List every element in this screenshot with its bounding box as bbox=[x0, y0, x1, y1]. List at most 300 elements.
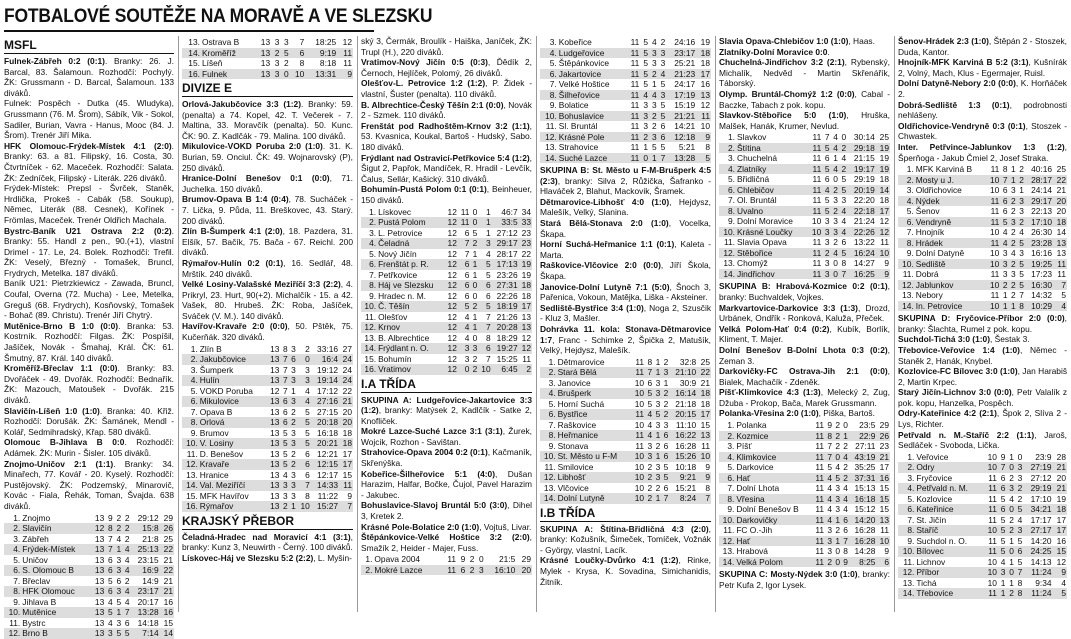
stat-cell: 11 bbox=[815, 525, 825, 536]
stat-cell: 10 bbox=[984, 525, 998, 536]
team-cell: V. Losiny bbox=[199, 438, 267, 449]
stat-cell: 29 bbox=[163, 512, 173, 523]
table-row bbox=[719, 216, 890, 227]
table-row bbox=[361, 207, 532, 218]
team-cell: Darkovice bbox=[736, 462, 774, 473]
stat-cell: 2 bbox=[1008, 259, 1016, 270]
stat-cell: 4 bbox=[108, 617, 113, 628]
stat-cell: 17 bbox=[697, 409, 711, 420]
stat-cell: 5 bbox=[658, 111, 667, 122]
table-row bbox=[719, 420, 890, 431]
team-cell: Vratimov bbox=[377, 364, 445, 375]
stat-cell: 21:26 bbox=[496, 311, 518, 322]
stat-cell: 10 bbox=[984, 462, 998, 473]
team-cell: D. Benešov bbox=[199, 448, 244, 459]
table-row bbox=[540, 58, 711, 69]
stat-cell: 7 bbox=[824, 132, 830, 143]
column-3 bbox=[361, 36, 532, 614]
stat-cell: 12 bbox=[876, 227, 890, 238]
stat-cell: 3 bbox=[824, 258, 830, 269]
team-cell: B. Albrechtice bbox=[378, 332, 430, 343]
stat-cell: 11 bbox=[812, 174, 822, 185]
stat-cell: 8:25 bbox=[849, 557, 876, 568]
stat-cell: 13 bbox=[697, 430, 711, 441]
match-result: Bohumín-Pustá Polom 0:1 (0:1) bbox=[361, 184, 487, 195]
stat-cell: 11 bbox=[460, 206, 470, 217]
team-cell: Dětmarovice bbox=[557, 356, 605, 367]
stat-cell: 1 bbox=[1008, 301, 1016, 312]
rank-cell: 15. bbox=[186, 490, 198, 501]
stat-cell: 2 bbox=[116, 512, 122, 523]
rank-cell: 7. bbox=[907, 514, 915, 525]
stat-cell: 1 bbox=[470, 259, 478, 270]
rank-cell: 11. bbox=[903, 556, 915, 567]
stat-cell: 11 bbox=[808, 164, 822, 175]
table-row bbox=[540, 142, 711, 153]
rank-cell: 5. bbox=[369, 248, 377, 259]
stat-cell: 23:9 bbox=[1035, 451, 1052, 462]
stat-cell: 16 bbox=[1056, 535, 1066, 546]
team-cell: Fryčovice bbox=[916, 472, 953, 483]
match-result: Slavičín-Líšeň 1:0 (1:0) bbox=[4, 405, 100, 416]
table-row bbox=[182, 48, 353, 59]
stat-cell: 3 bbox=[1002, 248, 1008, 259]
rank-cell: 7. bbox=[906, 227, 914, 238]
stat-cell: 2 bbox=[649, 69, 658, 80]
stat-cell: 8 bbox=[843, 546, 848, 557]
stat-cell: 17 bbox=[879, 462, 889, 473]
stat-cell: 15:19 bbox=[674, 100, 696, 110]
stat-cell: 6 bbox=[280, 417, 288, 428]
table-row bbox=[719, 494, 890, 505]
stat-cell: 13 bbox=[91, 565, 105, 576]
table-row bbox=[4, 555, 174, 566]
rank-cell: 6. bbox=[182, 396, 199, 407]
stat-cell: 3 bbox=[478, 238, 491, 249]
team-cell: Kozmice bbox=[735, 431, 812, 442]
stat-cell: 1 bbox=[1000, 577, 1006, 588]
stat-cell: 4 bbox=[122, 544, 130, 555]
table-row bbox=[898, 185, 1067, 196]
stat-cell: 13:31 bbox=[305, 69, 337, 80]
stat-cell: 10 bbox=[989, 248, 1000, 259]
stat-cell: 4 bbox=[835, 462, 840, 473]
match-report: Fulnek-Zábřeh 0:2 (0:1). Branky: 26. J. Barcal, 83. Šalamoun. Rozhodčí: Pochylý. ŽK: Grussmann - D. Barcal, Šalamoun. 133 diváků. bbox=[4, 56, 174, 98]
stat-cell: 15:8 bbox=[131, 523, 160, 534]
team-cell: Příbor bbox=[915, 567, 983, 578]
stat-cell: 7 bbox=[1053, 280, 1067, 291]
stat-cell: 16 bbox=[876, 473, 890, 484]
stat-cell: 1 bbox=[291, 385, 296, 396]
rank-cell: 14. bbox=[361, 343, 377, 354]
stat-cell: 19:25 bbox=[1025, 259, 1053, 270]
stat-cell: 21:18 bbox=[675, 398, 697, 409]
stat-cell: 1 bbox=[833, 153, 838, 164]
match-report: Suchdol-Tichá 3:0 (1:0), Šestak 3. bbox=[898, 334, 1030, 345]
match-result: Dětmarovice-Libhošť 4:0 (1:0) bbox=[540, 196, 670, 207]
match-report: Brumov-Opava B 1:4 (0:4), 78. Sucháček - 7. Lička, 9. Půda, 11. Breškovec, 43. Starý. 200 diváků. bbox=[182, 194, 353, 226]
stat-cell: 29:19 bbox=[853, 174, 875, 185]
stat-cell: 9 bbox=[884, 546, 889, 557]
stat-cell: 29:17 bbox=[492, 238, 519, 249]
stat-cell: 5 bbox=[297, 438, 311, 449]
stat-cell: 0 bbox=[1006, 504, 1014, 515]
stat-cell: 22 bbox=[1053, 175, 1067, 186]
stat-cell: 6 bbox=[478, 343, 491, 354]
rank-cell: 10. bbox=[540, 111, 558, 122]
stat-cell: 13 bbox=[267, 438, 281, 449]
stat-cell: 12:18 bbox=[666, 132, 696, 143]
rank-cell: 10. bbox=[361, 301, 377, 312]
rank-cell: 12. bbox=[540, 132, 558, 143]
stat-cell: 28 bbox=[1056, 451, 1066, 462]
stat-cell: 1 bbox=[651, 79, 657, 89]
stat-cell: 18 bbox=[519, 280, 532, 291]
rank-cell: 12. bbox=[898, 567, 915, 578]
stat-cell: 7 bbox=[282, 385, 288, 396]
stat-cell: 5 bbox=[643, 37, 648, 47]
table-row bbox=[361, 354, 532, 365]
stat-cell: 13 bbox=[267, 501, 281, 512]
stat-cell: 7 bbox=[661, 493, 669, 504]
rank-cell: 13. bbox=[364, 332, 377, 343]
match-result: SKUPINA B: Hrabová-Kozmice 0:2 (0:1) bbox=[719, 281, 888, 292]
stat-cell: 6 bbox=[108, 554, 113, 565]
stat-cell: 11 bbox=[812, 557, 825, 568]
stat-cell: 5 bbox=[1000, 514, 1006, 525]
match-result: Bohuslavice-Slavoj Bruntál 5:0 (3:0) bbox=[361, 500, 508, 511]
stat-cell: 6:45 bbox=[492, 364, 519, 375]
stat-cell: 5 bbox=[280, 459, 288, 470]
stat-cell: 40:16 bbox=[1031, 164, 1053, 175]
table-row bbox=[898, 515, 1067, 526]
rank-cell: 10. bbox=[898, 546, 915, 557]
stat-cell: 20:15 bbox=[669, 409, 697, 420]
stat-cell: 7 bbox=[299, 37, 305, 47]
stat-cell: 4 bbox=[839, 206, 847, 217]
stat-cell: 4 bbox=[485, 248, 491, 259]
table-row bbox=[719, 248, 890, 259]
table-row bbox=[719, 483, 890, 494]
stat-cell: 16:18 bbox=[317, 427, 339, 438]
team-cell: Bystrc bbox=[22, 617, 46, 628]
stat-cell: 10 bbox=[631, 388, 645, 399]
stat-cell: 27 bbox=[342, 343, 352, 354]
table-row bbox=[719, 227, 890, 238]
stat-cell: 11 bbox=[626, 90, 640, 101]
rank-cell: 8. bbox=[898, 238, 915, 249]
stat-cell: 11 bbox=[631, 409, 645, 420]
table-row bbox=[361, 301, 532, 312]
stat-cell: 12 bbox=[700, 100, 710, 110]
stat-cell: 1 bbox=[289, 501, 297, 512]
stat-cell: 16:28 bbox=[675, 440, 697, 451]
stat-cell: 11 bbox=[696, 111, 711, 122]
table-row bbox=[898, 557, 1067, 568]
stat-cell: 4 bbox=[843, 504, 848, 515]
rank-cell: 13. bbox=[543, 482, 556, 493]
stat-cell: 12 bbox=[342, 37, 352, 47]
stat-cell: 4 bbox=[831, 248, 839, 259]
stat-cell: 15:12 bbox=[854, 504, 876, 515]
stat-cell: 25 bbox=[879, 132, 889, 143]
stat-cell: 3 bbox=[283, 37, 289, 47]
stat-cell: 27:15 bbox=[317, 406, 339, 417]
stat-cell: 21 bbox=[163, 554, 173, 565]
stat-cell: 0 bbox=[843, 420, 848, 431]
stat-cell: 11 bbox=[880, 237, 889, 248]
team-cell: Hať bbox=[735, 536, 812, 547]
stat-cell: 11 bbox=[988, 493, 997, 504]
stat-cell: 13 bbox=[94, 554, 105, 565]
match-report: Třebovice-Veřovice 1:4 (1:0), Němec - Staněk 2, Hanák, Knybel. bbox=[898, 344, 1067, 366]
team-cell: Brno B bbox=[21, 628, 91, 639]
stat-cell: 4 bbox=[1009, 493, 1014, 504]
stat-cell: 1 bbox=[1008, 175, 1016, 186]
stat-cell: 7 bbox=[1019, 290, 1024, 301]
stat-cell: 3 bbox=[464, 353, 470, 364]
stat-cell: 34 bbox=[521, 206, 531, 217]
stat-cell: 8 bbox=[1017, 577, 1023, 588]
match-report: Olomouc B-Jihlava B 0:0. Rozhodčí: Adámek. ŽK: Murin - Šisler. 105 diváků. bbox=[4, 437, 174, 458]
table-row bbox=[540, 441, 711, 452]
rank-cell: 13. bbox=[545, 142, 557, 152]
stat-cell: 4 bbox=[825, 515, 833, 526]
rank-cell: 2. bbox=[361, 565, 373, 576]
stat-cell: 9 bbox=[884, 258, 889, 269]
column-2 bbox=[182, 36, 353, 614]
team-cell: VOKD Poruba bbox=[199, 385, 253, 396]
stat-cell: 14:21 bbox=[674, 121, 696, 131]
stat-cell: 11 bbox=[812, 431, 825, 442]
rank-cell: 7. bbox=[727, 483, 735, 494]
stat-cell: 6 bbox=[843, 525, 848, 536]
stat-cell: 3 bbox=[291, 427, 296, 438]
table-row bbox=[182, 480, 353, 491]
stat-cell: 2 bbox=[1009, 472, 1014, 483]
stat-cell: 11:24 bbox=[1023, 567, 1052, 578]
stat-cell: 3 bbox=[1019, 248, 1024, 259]
stat-cell: 13 bbox=[267, 354, 281, 365]
team-cell: Bohumín bbox=[378, 353, 412, 364]
stat-cell: 15 bbox=[879, 483, 889, 494]
table-row bbox=[182, 365, 353, 376]
stat-cell: 5 bbox=[1015, 504, 1023, 515]
match-report: Velké Losiny-Valašské Meziříčí 3:3 (2:2), 4. Prikryl, 23. Hurt, 90(+2). Michalčík - 15. a 42. Vašek, 80. Hrubeš. ŽK: Roba, Jašíček, Sváček (V. M.). 140 diváků. bbox=[182, 279, 353, 321]
match-result: Polanka-Vřesina 2:0 (1:0) bbox=[719, 408, 819, 419]
stat-cell: 2 bbox=[843, 462, 848, 473]
match-result: Olymp. Bruntál-Chomýž 1:2 (0:0) bbox=[719, 88, 855, 99]
stat-cell: 9 bbox=[108, 512, 113, 523]
stat-cell: 3 bbox=[116, 554, 122, 565]
stat-cell: 11 bbox=[808, 143, 822, 154]
table-row bbox=[898, 175, 1067, 186]
stat-cell: 3 bbox=[831, 227, 839, 238]
match-report: Zlín B-Šumperk 4:1 (2:0), 18. Pazdera, 31. Elšík, 57. Bačík, 75. Bača - 67. Reichl. 200 diváků. bbox=[182, 226, 353, 258]
table-row bbox=[361, 238, 532, 249]
stat-cell: 16:30 bbox=[1025, 280, 1053, 291]
stat-cell: 12 bbox=[445, 364, 458, 375]
stat-cell: 5 bbox=[645, 388, 653, 399]
stat-cell: 9 bbox=[1000, 451, 1006, 462]
stat-cell: 18 bbox=[700, 398, 710, 409]
team-cell: Libhošť bbox=[557, 472, 632, 483]
standings-table bbox=[540, 37, 711, 163]
match-report: Velká Polom-Hať 0:4 (0:2), Kubík, Borlík, Kliment, T. Majer. bbox=[719, 323, 890, 345]
team-cell: FC O.-Jih bbox=[736, 525, 773, 536]
stat-cell: 4 bbox=[640, 90, 649, 101]
team-cell: Val. Meziříčí bbox=[199, 480, 267, 491]
table-row bbox=[361, 364, 532, 375]
stat-cell: 5 bbox=[660, 79, 666, 89]
column-4 bbox=[540, 36, 711, 614]
team-cell: St. Jičín bbox=[916, 514, 947, 525]
match-result: Janovice-Dolní Lutyně 7:1 (5:0) bbox=[540, 281, 670, 292]
stat-cell: 26:30 bbox=[1031, 227, 1053, 238]
table-row bbox=[182, 375, 353, 386]
rank-cell: 12. bbox=[898, 280, 915, 291]
stat-cell: 3 bbox=[649, 48, 658, 59]
stat-cell: 13 bbox=[94, 533, 105, 544]
team-cell: Vřesina bbox=[735, 494, 812, 505]
stat-cell: 2 bbox=[1008, 196, 1016, 207]
stat-cell: 7 bbox=[1000, 175, 1008, 186]
table-row bbox=[898, 567, 1067, 578]
match-report: B. Albrechtice-Český Těšín 2:1 (0:0), Novák 2 - Szmek. 110 diváků. bbox=[361, 99, 532, 121]
team-cell: L. Petrovice bbox=[378, 227, 423, 238]
stat-cell: 3 bbox=[274, 58, 280, 68]
stat-cell: 4 bbox=[122, 586, 130, 597]
stat-cell: 0 bbox=[833, 258, 838, 269]
stat-cell: 13 bbox=[267, 417, 281, 428]
team-cell: Krnov bbox=[377, 322, 445, 333]
stat-cell: 4 bbox=[1011, 248, 1016, 259]
match-report: Janovice-Dolní Lutyně 7:1 (5:0), Šnoch 3, Pařenica, Vokoun, Matějka, Liška - Aksteiner. bbox=[540, 281, 711, 303]
stat-cell: 11 bbox=[986, 196, 1000, 207]
team-cell: Frenštát p. R. bbox=[377, 259, 445, 270]
stat-cell: 0 bbox=[470, 280, 478, 291]
match-result: Markvartovice-Darkovice 3:3 (1:3) bbox=[719, 302, 858, 313]
rank-cell: 12. bbox=[719, 248, 736, 259]
stat-cell: 3 bbox=[1015, 462, 1023, 473]
stat-cell: 6 bbox=[647, 377, 653, 388]
stat-cell: 24 bbox=[339, 354, 353, 365]
stat-cell: 5 bbox=[696, 153, 711, 164]
match-result: Slavia Opava-Chlebičov 1:0 (1:0) bbox=[719, 36, 849, 46]
rank-cell: 9. bbox=[727, 504, 735, 515]
stat-cell: 4 bbox=[831, 143, 839, 154]
team-cell: Ol. Bruntál bbox=[737, 195, 777, 206]
stat-cell: 3 bbox=[998, 567, 1006, 578]
stat-cell: 13 bbox=[267, 375, 281, 386]
column-6 bbox=[898, 36, 1067, 614]
table-row bbox=[182, 491, 353, 502]
match-result: Rýmařov-Hulín 0:2 (0:1) bbox=[182, 257, 284, 268]
stat-cell: 11 bbox=[630, 142, 640, 152]
match-result: Oldřichovice-Vendryně 0:3 (0:1) bbox=[898, 120, 1026, 131]
table-row bbox=[898, 452, 1067, 463]
stat-cell: 10 bbox=[297, 501, 311, 512]
match-result: Dohrávka 11. kola: Stonava-Dětmarovice 1:7 bbox=[540, 323, 711, 345]
match-result: Strahovice-Opava 2004 0:2 (0:1) bbox=[361, 447, 488, 458]
standings-table bbox=[182, 344, 353, 512]
table-row bbox=[719, 195, 890, 206]
rank-cell: 7. bbox=[369, 269, 377, 280]
team-cell: Lískovec bbox=[378, 206, 412, 217]
match-report: Mutěnice-Brno B 1:0 (0:0). Branka: 53. Kostrník. Rozhodčí: Filgas. ŽK: Pospíšil, Jašíček, Novák - Šmahaj, Král. ČK: 61. Šmutný, 87. Král. 140 diváků. bbox=[4, 320, 174, 363]
match-report: Markvartovice-Darkovice 3:3 (1:3), Drozd, Urbánek, Ondřík - Ronková, Kaluža, Přeček. bbox=[719, 302, 890, 324]
stat-cell: 6 bbox=[876, 557, 890, 568]
table-row bbox=[540, 409, 711, 420]
stat-cell: 2 bbox=[835, 441, 840, 452]
table-row bbox=[719, 557, 890, 568]
table-row bbox=[182, 407, 353, 418]
stat-cell: 4 bbox=[841, 494, 849, 505]
stat-cell: 11 bbox=[626, 48, 640, 59]
match-result: SKUPINA D: Fryčovice-Příbor 2:0 (0:0) bbox=[898, 313, 1065, 324]
stat-cell: 15 bbox=[163, 617, 173, 628]
stat-cell: 2 bbox=[1017, 493, 1023, 504]
rank-cell: 3. bbox=[548, 377, 556, 388]
stat-cell: 2 bbox=[280, 501, 288, 512]
stat-cell: 4 bbox=[464, 332, 470, 343]
stat-cell: 14:9 bbox=[142, 575, 159, 586]
stat-cell: 26 bbox=[160, 523, 174, 534]
stat-cell: 5 bbox=[280, 438, 288, 449]
stat-cell: 18 bbox=[1053, 504, 1067, 515]
stat-cell: 18 bbox=[339, 438, 353, 449]
column-divider bbox=[178, 36, 179, 612]
stat-cell: 7 bbox=[280, 354, 288, 365]
stat-cell: 3 bbox=[655, 398, 661, 409]
stat-cell: 21:24 bbox=[853, 216, 875, 227]
stat-cell: 12 bbox=[270, 385, 280, 396]
stat-cell: 1 bbox=[998, 588, 1006, 599]
team-cell: Dolní Lhota bbox=[736, 483, 780, 494]
stat-cell: 7 bbox=[839, 269, 847, 280]
stat-cell: 25 bbox=[163, 533, 173, 544]
rank-cell: 8. bbox=[719, 494, 735, 505]
stat-cell: 15:25 bbox=[496, 353, 518, 364]
stat-cell: 19 bbox=[876, 164, 890, 175]
table-row bbox=[719, 132, 890, 143]
team-cell: Orlová bbox=[199, 417, 267, 428]
stat-cell: 3 bbox=[640, 111, 649, 122]
rank-cell: 6. bbox=[898, 217, 915, 228]
stat-cell: 6 bbox=[457, 565, 466, 576]
rank-cell: 10. bbox=[182, 438, 199, 449]
stat-cell: 21:21 bbox=[666, 111, 696, 122]
match-report: Sedliště-Bystřice 3:4 (1:0), Noga 2, Szusčik - Kluz 3, Mašler. bbox=[540, 302, 712, 324]
stat-cell: 2 bbox=[271, 48, 280, 59]
stat-cell: 9 bbox=[347, 490, 352, 501]
stat-cell: 0 bbox=[1006, 546, 1014, 557]
stat-cell: 3 bbox=[825, 536, 833, 547]
stat-cell: 21:10 bbox=[669, 367, 697, 378]
stat-cell: 11 bbox=[815, 504, 825, 515]
rank-cell: 1. bbox=[548, 356, 556, 367]
stat-cell: 2 bbox=[1006, 588, 1014, 599]
rank-cell: 4. bbox=[182, 375, 199, 386]
match-result: Bystrc-Baník U21 Ostrava 2:2 (0:2) bbox=[4, 225, 172, 236]
stat-cell: 22:20 bbox=[853, 195, 875, 206]
stat-cell: 9 bbox=[460, 554, 466, 565]
stat-cell: 17:17 bbox=[1030, 514, 1052, 525]
table-row bbox=[719, 504, 890, 515]
team-cell: Nýdek bbox=[915, 196, 987, 207]
stat-cell: 20:17 bbox=[137, 596, 159, 607]
team-cell: Chomýž bbox=[737, 258, 768, 269]
